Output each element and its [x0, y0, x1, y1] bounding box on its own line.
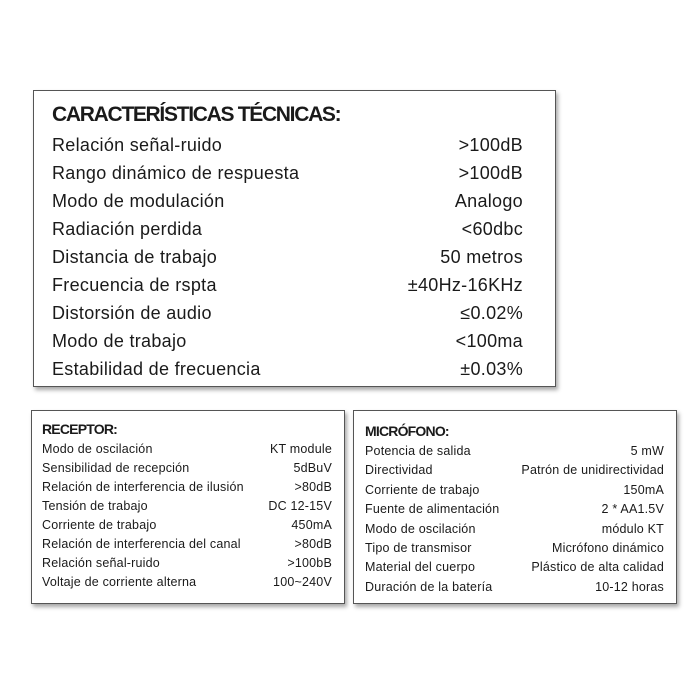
spec-label: Radiación perdida — [52, 219, 203, 239]
spec-row — [365, 461, 664, 480]
specs-list — [52, 131, 523, 383]
spec-row — [52, 271, 523, 299]
spec-row — [365, 539, 664, 558]
spec-value: <60dbc — [461, 219, 523, 239]
spec-label: Relación de interferencia del canal — [42, 537, 241, 551]
spec-value: 10-12 horas — [595, 579, 664, 594]
spec-label: Modo de oscilación — [365, 521, 476, 536]
spec-row — [52, 299, 523, 327]
spec-row — [52, 355, 523, 383]
spec-value: DC 12-15V — [268, 499, 332, 513]
spec-row — [52, 159, 523, 187]
spec-value: ±40Hz-16KHz — [407, 275, 523, 295]
spec-label: Potencia de salida — [365, 444, 471, 458]
spec-value: 2 * AA1.5V — [601, 502, 664, 517]
spec-value: Analogo — [454, 191, 523, 211]
spec-value: 5dBuV — [293, 461, 332, 475]
spec-row — [52, 327, 523, 355]
spec-value: 100~240V — [273, 575, 332, 589]
receptor-card — [31, 410, 345, 604]
receptor-title: RECEPTOR: — [42, 421, 117, 437]
spec-value: 5 mW — [630, 444, 664, 458]
spec-row — [365, 578, 664, 597]
spec-label: Distancia de trabajo — [52, 247, 218, 267]
spec-row — [52, 187, 523, 215]
spec-row — [365, 442, 664, 461]
spec-row — [42, 497, 332, 516]
spec-row — [52, 131, 523, 159]
spec-row — [42, 478, 332, 497]
spec-value: ±0.03% — [460, 359, 523, 379]
spec-row — [365, 520, 664, 539]
spec-label: Duración de la batería — [365, 579, 493, 594]
spec-label: Modo de oscilación — [42, 442, 153, 456]
spec-label: Relación señal-ruido — [52, 135, 223, 155]
spec-value: <100ma — [455, 331, 523, 351]
spec-value: >80dB — [294, 537, 332, 551]
spec-label: Tensión de trabajo — [42, 499, 148, 513]
microfono-title: MICRÓFONO: — [365, 423, 449, 439]
microfono-list — [365, 442, 664, 597]
spec-value: >100dB — [458, 163, 523, 183]
spec-label: Modo de trabajo — [52, 331, 187, 351]
spec-label: Frecuencia de rspta — [52, 275, 217, 295]
spec-row — [42, 440, 332, 459]
spec-label: Relación de interferencia de ilusión — [42, 480, 244, 494]
spec-label: Tipo de transmisor — [365, 540, 472, 555]
receptor-list — [42, 440, 332, 592]
spec-value: >80dB — [294, 480, 332, 494]
specs-title: CARACTERÍSTICAS TÉCNICAS: — [52, 103, 341, 126]
spec-value: >100dB — [458, 135, 523, 155]
spec-row — [42, 516, 332, 535]
spec-value: ≤0.02% — [460, 303, 523, 323]
spec-value: 450mA — [291, 518, 332, 532]
spec-row — [42, 535, 332, 554]
spec-value: Micrófono dinámico — [552, 540, 664, 555]
spec-label: Rango dinámico de respuesta — [52, 163, 300, 183]
spec-label: Sensibilidad de recepción — [42, 461, 190, 475]
spec-label: Directividad — [365, 463, 433, 478]
spec-row — [365, 481, 664, 500]
spec-row — [52, 215, 523, 243]
spec-label: Relación señal-ruido — [42, 556, 160, 570]
spec-label: Fuente de alimentación — [365, 502, 500, 517]
spec-value: KT module — [269, 442, 332, 456]
spec-label: Modo de modulación — [52, 191, 225, 211]
spec-value: módulo KT — [601, 521, 664, 536]
spec-row — [365, 500, 664, 519]
spec-row — [365, 558, 664, 577]
spec-value: 150mA — [623, 482, 664, 497]
spec-label: Distorsión de audio — [52, 303, 212, 323]
spec-label: Corriente de trabajo — [365, 482, 480, 497]
spec-row — [42, 573, 332, 592]
spec-label: Material del cuerpo — [365, 560, 476, 575]
spec-row — [52, 243, 523, 271]
spec-value: Plástico de alta calidad — [531, 560, 664, 575]
specs-card — [33, 90, 556, 387]
spec-value: 50 metros — [440, 247, 523, 267]
spec-label: Corriente de trabajo — [42, 518, 157, 532]
spec-row — [42, 459, 332, 478]
spec-label: Voltaje de corriente alterna — [42, 575, 197, 589]
spec-label: Estabilidad de frecuencia — [52, 359, 261, 379]
spec-row — [42, 554, 332, 573]
spec-value: >100bB — [287, 556, 332, 570]
microfono-card — [353, 410, 677, 604]
spec-value: Patrón de unidirectividad — [521, 463, 664, 478]
